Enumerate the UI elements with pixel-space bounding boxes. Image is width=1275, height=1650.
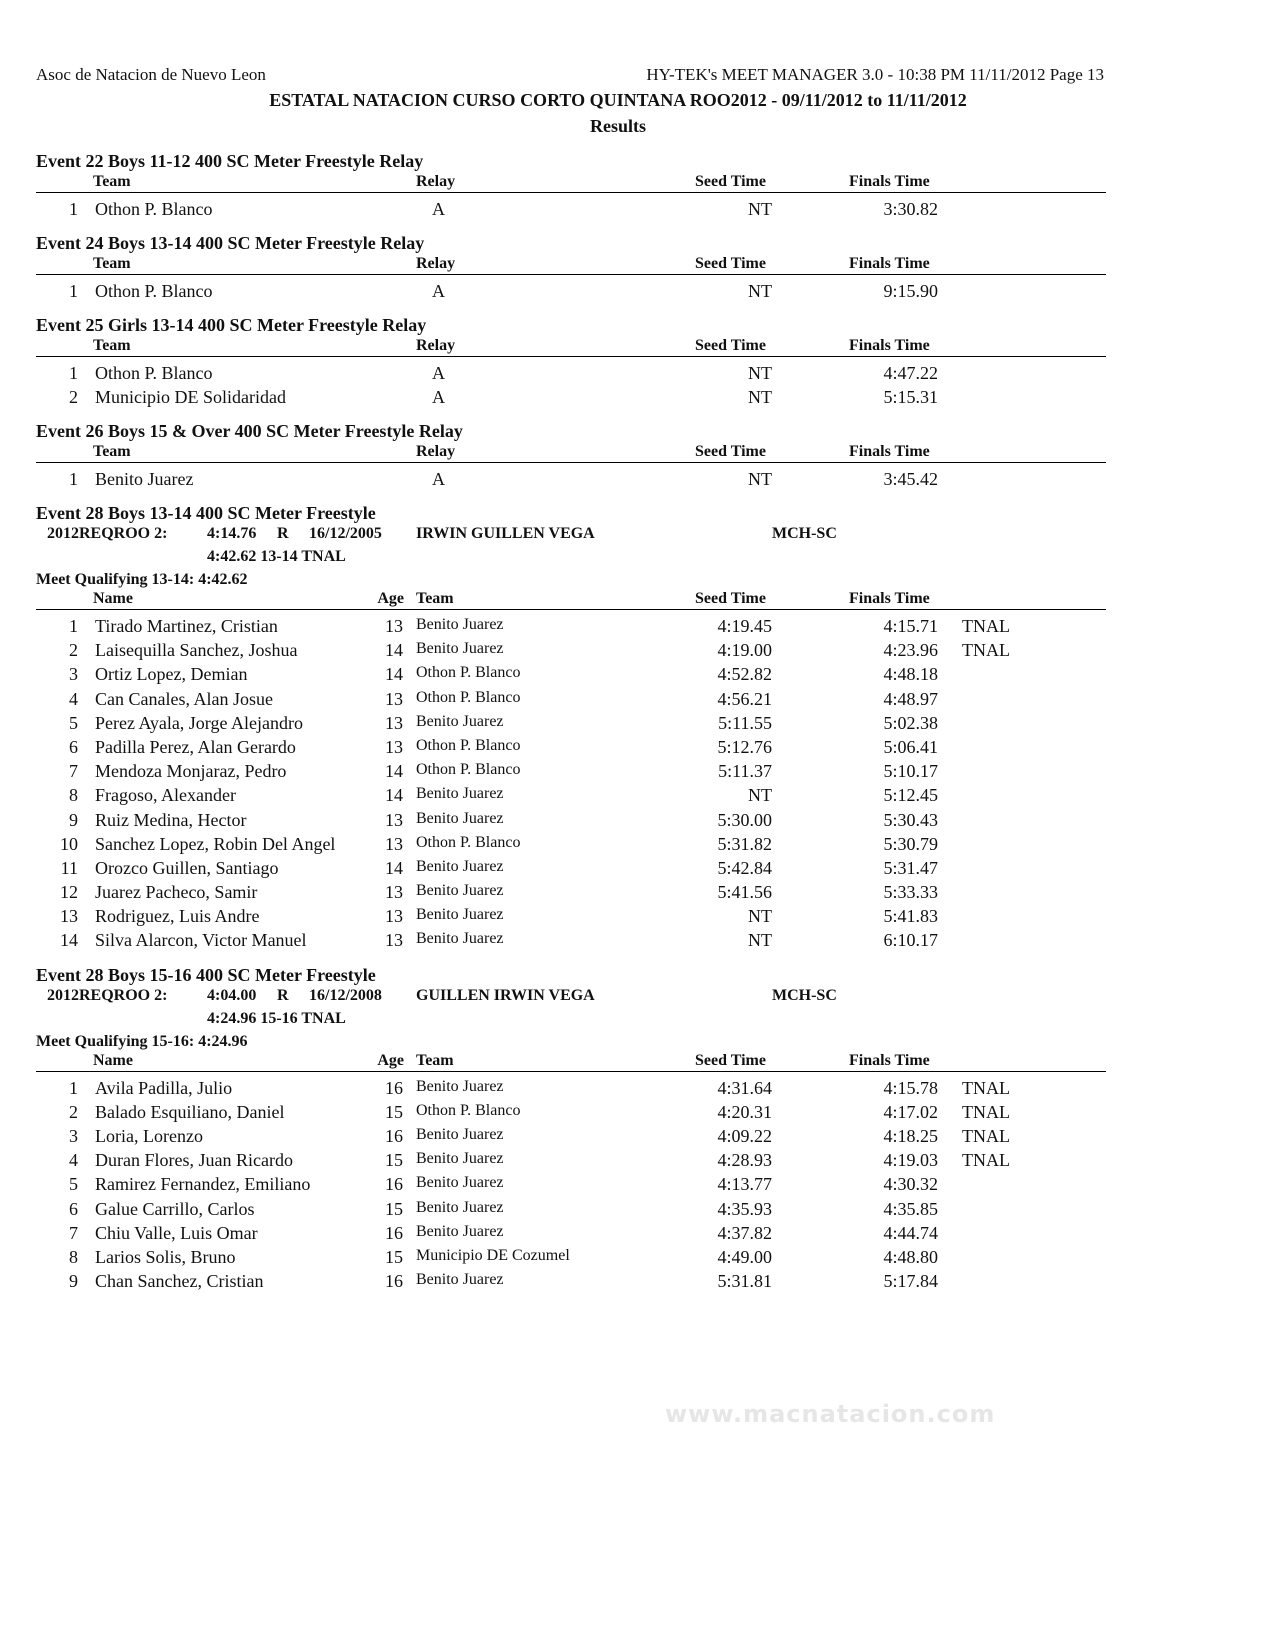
- record-label: 2012REQROO 2:: [47, 986, 168, 1004]
- finals-time: 5:12.45: [883, 785, 938, 806]
- team-name: Benito Juarez: [416, 1222, 504, 1240]
- record-holder: GUILLEN IRWIN VEGA: [416, 986, 595, 1004]
- place: 4: [69, 1150, 78, 1171]
- record-flag: R: [277, 986, 289, 1004]
- finals-time: 5:17.84: [883, 1271, 938, 1292]
- table-row: [0, 783, 1275, 807]
- age: 16: [385, 1174, 403, 1195]
- col-header-seed: Seed Time: [695, 1051, 766, 1069]
- swimmer-name: Ortiz Lopez, Demian: [95, 664, 248, 685]
- col-header-team: Team: [93, 255, 131, 272]
- col-header-team: Team: [93, 443, 131, 460]
- col-header-relay: Relay: [416, 443, 456, 460]
- place: 1: [69, 616, 78, 636]
- team-name: Benito Juarez: [416, 906, 504, 924]
- section-gap: [0, 409, 1275, 419]
- age: 16: [385, 1126, 403, 1146]
- col-header-seed: Seed Time: [695, 255, 766, 272]
- col-header-team: Team: [93, 337, 131, 354]
- swimmer-name: Chiu Valle, Luis Omar: [95, 1222, 258, 1243]
- seed-time: 4:19.45: [717, 616, 772, 636]
- swimmer-name: Can Canales, Alan Josue: [95, 688, 273, 709]
- standard-line: [0, 546, 1275, 569]
- team-name: Othon P. Blanco: [416, 1101, 521, 1119]
- place: 1: [69, 469, 78, 489]
- swimmer-name: Chan Sanchez, Cristian: [95, 1271, 264, 1292]
- seed-time: 5:12.76: [717, 736, 772, 757]
- table-row: [0, 904, 1275, 928]
- event-title: [0, 963, 1275, 985]
- age: 16: [385, 1222, 403, 1243]
- team-name: Othon P. Blanco: [416, 688, 521, 706]
- col-header-relay: Relay: [416, 337, 456, 354]
- seed-time: 5:11.37: [718, 761, 772, 782]
- section-gap: [0, 1293, 1275, 1303]
- finals-time: 5:33.33: [883, 882, 938, 903]
- table-row: [0, 880, 1275, 904]
- place: 1: [69, 363, 78, 383]
- team-name: Othon P. Blanco: [416, 736, 521, 754]
- finals-time: 5:06.41: [883, 736, 938, 757]
- qualifying-standard: 4:24.96 15-16 TNAL: [207, 1009, 346, 1027]
- seed-time: NT: [748, 199, 772, 219]
- seed-time: NT: [748, 387, 772, 407]
- finals-time: 4:48.97: [883, 688, 938, 709]
- team-name: Benito Juarez: [416, 712, 504, 730]
- section-gap: [0, 491, 1275, 501]
- place: 7: [69, 1222, 78, 1243]
- table-row: [0, 385, 1275, 409]
- place: 10: [60, 833, 78, 854]
- table-row: [0, 1197, 1275, 1221]
- place: 9: [69, 809, 78, 830]
- qualifying-line: [0, 1031, 1275, 1051]
- age: 15: [385, 1198, 403, 1219]
- team-name: Othon P. Blanco: [95, 281, 213, 301]
- swimmer-name: Avila Padilla, Julio: [95, 1077, 233, 1098]
- seed-time: 5:11.55: [718, 712, 772, 733]
- finals-time: 4:35.85: [883, 1198, 938, 1219]
- table-row: [0, 638, 1275, 662]
- place: 13: [60, 906, 78, 927]
- team-name: Benito Juarez: [416, 930, 504, 948]
- place: 5: [69, 712, 78, 733]
- place: 7: [69, 761, 78, 782]
- table-row: [0, 1221, 1275, 1245]
- swimmer-name: Padilla Perez, Alan Gerardo: [95, 736, 296, 757]
- table-row: [0, 614, 1275, 638]
- relay-letter: A: [432, 387, 445, 407]
- finals-time: 3:45.42: [883, 469, 938, 489]
- age: 16: [385, 1271, 403, 1292]
- table-row: [0, 1172, 1275, 1196]
- table-row: [0, 1269, 1275, 1293]
- event-title-text: Event 26 Boys 15 & Over 400 SC Meter Freestyle Relay: [36, 421, 463, 441]
- place: 5: [69, 1174, 78, 1195]
- relay-letter: A: [432, 469, 445, 489]
- team-name: Benito Juarez: [416, 1077, 504, 1095]
- finals-time: 4:30.32: [883, 1174, 938, 1195]
- record-flag: R: [277, 525, 289, 542]
- col-header-age: Age: [377, 590, 404, 607]
- swimmer-name: Duran Flores, Juan Ricardo: [95, 1150, 293, 1171]
- table-row: [0, 808, 1275, 832]
- finals-time: 6:10.17: [883, 930, 938, 951]
- relay-letter: A: [432, 199, 445, 219]
- col-header-finals: Finals Time: [849, 337, 930, 354]
- seed-time: 4:09.22: [717, 1126, 772, 1146]
- column-header-row: [36, 1051, 1106, 1072]
- age: 13: [385, 712, 403, 733]
- team-name: Othon P. Blanco: [416, 761, 521, 779]
- swimmer-name: Larios Solis, Bruno: [95, 1246, 236, 1267]
- col-header-name: Name: [93, 590, 133, 607]
- swimmer-name: Silva Alarcon, Victor Manuel: [95, 930, 307, 951]
- column-header-row: [36, 254, 1106, 275]
- seed-time: 5:42.84: [717, 857, 772, 878]
- event-title-text: Event 28 Boys 15-16 400 SC Meter Freestyle: [36, 964, 376, 985]
- record-date: 16/12/2005: [309, 525, 382, 542]
- table-row: [0, 361, 1275, 385]
- software-page-info: HY-TEK's MEET MANAGER 3.0 - 10:38 PM 11/11/2012 Page 13: [646, 65, 1104, 84]
- col-header-seed: Seed Time: [695, 590, 766, 607]
- age: 13: [385, 906, 403, 927]
- finals-time: 4:15.78: [883, 1077, 938, 1098]
- record-label: 2012REQROO 2:: [47, 525, 168, 542]
- finals-time: 5:30.43: [883, 809, 938, 830]
- qualifying-standard: 4:42.62 13-14 TNAL: [207, 548, 346, 565]
- qualifying-note: TNAL: [962, 1101, 1010, 1122]
- table-row: [0, 1124, 1275, 1148]
- age: 15: [385, 1101, 403, 1122]
- team-name: Benito Juarez: [95, 469, 194, 489]
- team-name: Benito Juarez: [416, 1174, 504, 1192]
- table-row: [0, 1245, 1275, 1269]
- swimmer-name: Laisequilla Sanchez, Joshua: [95, 640, 298, 661]
- event-title-text: Event 25 Girls 13-14 400 SC Meter Freestyle Relay: [36, 315, 427, 335]
- place: 9: [69, 1271, 78, 1292]
- organization-name: Asoc de Natacion de Nuevo Leon: [36, 65, 266, 84]
- column-header-row: [36, 442, 1106, 463]
- qualifying-note: TNAL: [962, 640, 1010, 661]
- team-name: Benito Juarez: [416, 1198, 504, 1216]
- seed-time: 4:35.93: [717, 1198, 772, 1219]
- col-header-team: Team: [416, 590, 454, 607]
- swimmer-name: Sanchez Lopez, Robin Del Angel: [95, 833, 336, 854]
- seed-time: NT: [748, 906, 772, 927]
- age: 16: [385, 1077, 403, 1098]
- finals-time: 4:48.18: [883, 664, 938, 685]
- record-holder: IRWIN GUILLEN VEGA: [416, 525, 595, 542]
- seed-time: 4:28.93: [717, 1150, 772, 1171]
- qualifying-note: TNAL: [962, 1126, 1010, 1146]
- seed-time: 4:19.00: [717, 640, 772, 661]
- table-row: [0, 928, 1275, 952]
- place: 2: [69, 387, 78, 407]
- record-club: MCH-SC: [772, 525, 837, 542]
- column-header-row: [36, 589, 1106, 610]
- column-header-row: [36, 172, 1106, 193]
- record-line: [0, 523, 1275, 546]
- team-name: Othon P. Blanco: [95, 363, 213, 383]
- table-row: [0, 197, 1275, 221]
- table-row: [0, 1076, 1275, 1100]
- age: 15: [385, 1246, 403, 1267]
- col-header-finals: Finals Time: [849, 443, 930, 460]
- col-header-age: Age: [377, 1051, 404, 1069]
- relay-letter: A: [432, 281, 445, 301]
- team-name: Benito Juarez: [416, 882, 504, 900]
- event-title: [0, 149, 1275, 172]
- finals-time: 4:23.96: [883, 640, 938, 661]
- seed-time: 4:13.77: [717, 1174, 772, 1195]
- col-header-relay: Relay: [416, 255, 456, 272]
- team-name: Othon P. Blanco: [416, 833, 521, 851]
- team-name: Othon P. Blanco: [416, 664, 521, 682]
- finals-time: 5:02.38: [883, 712, 938, 733]
- table-row: [0, 711, 1275, 735]
- seed-time: NT: [748, 785, 772, 806]
- col-header-finals: Finals Time: [849, 1051, 930, 1069]
- finals-time: 5:31.47: [883, 857, 938, 878]
- age: 13: [385, 833, 403, 854]
- seed-time: NT: [748, 930, 772, 951]
- place: 3: [69, 664, 78, 685]
- swimmer-name: Rodriguez, Luis Andre: [95, 906, 260, 927]
- table-row: [0, 467, 1275, 491]
- age: 13: [385, 616, 403, 636]
- col-header-finals: Finals Time: [849, 590, 930, 607]
- table-row: [0, 662, 1275, 686]
- place: 6: [69, 736, 78, 757]
- seed-time: 5:31.82: [717, 833, 772, 854]
- age: 13: [385, 882, 403, 903]
- finals-time: 4:19.03: [883, 1150, 938, 1171]
- swimmer-name: Mendoza Monjaraz, Pedro: [95, 761, 287, 782]
- finals-time: 5:15.31: [883, 387, 938, 407]
- table-row: [0, 687, 1275, 711]
- age: 14: [385, 857, 403, 878]
- place: 8: [69, 785, 78, 806]
- qualifying-note: TNAL: [962, 616, 1010, 636]
- age: 13: [385, 736, 403, 757]
- age: 13: [385, 809, 403, 830]
- team-name: Benito Juarez: [416, 1271, 504, 1289]
- relay-letter: A: [432, 363, 445, 383]
- place: 12: [60, 882, 78, 903]
- team-name: Benito Juarez: [416, 809, 504, 827]
- seed-time: 4:20.31: [717, 1101, 772, 1122]
- team-name: Municipio DE Solidaridad: [95, 387, 286, 407]
- place: 8: [69, 1246, 78, 1267]
- swimmer-name: Ruiz Medina, Hector: [95, 809, 247, 830]
- results-subtitle: Results: [589, 116, 646, 136]
- record-club: MCH-SC: [772, 986, 837, 1004]
- place: 1: [69, 1077, 78, 1098]
- age: 13: [385, 930, 403, 951]
- col-header-finals: Finals Time: [849, 173, 930, 190]
- event-title: [0, 231, 1275, 254]
- finals-time: 3:30.82: [883, 199, 938, 219]
- place: 6: [69, 1198, 78, 1219]
- event-title: [0, 501, 1275, 523]
- swimmer-name: Balado Esquiliano, Daniel: [95, 1101, 285, 1122]
- meet-qualifying: Meet Qualifying 15-16: 4:24.96: [36, 1032, 248, 1050]
- swimmer-name: Perez Ayala, Jorge Alejandro: [95, 712, 303, 733]
- swimmer-name: Loria, Lorenzo: [95, 1126, 203, 1146]
- col-header-finals: Finals Time: [849, 255, 930, 272]
- record-time: 4:14.76: [207, 525, 257, 542]
- swimmer-name: Fragoso, Alexander: [95, 785, 236, 806]
- column-header-row: [36, 336, 1106, 357]
- place: 4: [69, 688, 78, 709]
- qualifying-line: [0, 569, 1275, 589]
- watermark: www.macnatacion.com: [665, 1400, 996, 1428]
- record-line: [0, 985, 1275, 1008]
- swimmer-name: Orozco Guillen, Santiago: [95, 857, 279, 878]
- team-name: Benito Juarez: [416, 785, 504, 803]
- place: 2: [69, 1101, 78, 1122]
- section-gap: [0, 303, 1275, 313]
- table-row: [0, 279, 1275, 303]
- finals-time: 5:10.17: [883, 761, 938, 782]
- col-header-team: Team: [416, 1051, 454, 1069]
- event-title-text: Event 22 Boys 11-12 400 SC Meter Freestyle Relay: [36, 151, 424, 171]
- finals-time: 4:15.71: [883, 616, 938, 636]
- section-gap: [0, 953, 1275, 963]
- place: 14: [60, 930, 78, 951]
- table-row: [0, 832, 1275, 856]
- team-name: Municipio DE Cozumel: [416, 1246, 570, 1264]
- age: 14: [385, 664, 403, 685]
- finals-time: 4:48.80: [883, 1246, 938, 1267]
- swimmer-name: Juarez Pacheco, Samir: [95, 882, 258, 903]
- standard-line: [0, 1008, 1275, 1031]
- table-row: [0, 735, 1275, 759]
- team-name: Benito Juarez: [416, 1126, 504, 1143]
- meet-qualifying: Meet Qualifying 13-14: 4:42.62: [36, 571, 248, 588]
- place: 3: [69, 1126, 78, 1146]
- finals-time: 4:17.02: [883, 1101, 938, 1122]
- place: 1: [69, 281, 78, 301]
- event-title: [0, 419, 1275, 442]
- col-header-seed: Seed Time: [695, 337, 766, 354]
- seed-time: 4:49.00: [717, 1246, 772, 1267]
- swimmer-name: Galue Carrillo, Carlos: [95, 1198, 255, 1219]
- finals-time: 4:44.74: [883, 1222, 938, 1243]
- team-name: Benito Juarez: [416, 1150, 504, 1168]
- table-row: [0, 759, 1275, 783]
- age: 14: [385, 785, 403, 806]
- record-date: 16/12/2008: [309, 986, 382, 1004]
- place: 1: [69, 199, 78, 219]
- qualifying-note: TNAL: [962, 1077, 1010, 1098]
- finals-time: 9:15.90: [883, 281, 938, 301]
- seed-time: 4:37.82: [717, 1222, 772, 1243]
- swimmer-name: Tirado Martinez, Cristian: [95, 616, 278, 636]
- age: 13: [385, 688, 403, 709]
- col-header-seed: Seed Time: [695, 443, 766, 460]
- place: 2: [69, 640, 78, 661]
- event-title-text: Event 24 Boys 13-14 400 SC Meter Freestyle Relay: [36, 233, 425, 253]
- finals-time: 4:18.25: [883, 1126, 938, 1146]
- col-header-relay: Relay: [416, 173, 456, 190]
- results-document: [0, 149, 1275, 1303]
- col-header-seed: Seed Time: [695, 173, 766, 190]
- event-title: [0, 313, 1275, 336]
- seed-time: NT: [748, 281, 772, 301]
- seed-time: 4:31.64: [717, 1077, 772, 1098]
- seed-time: 5:41.56: [717, 882, 772, 903]
- finals-time: 5:41.83: [883, 906, 938, 927]
- team-name: Benito Juarez: [416, 640, 504, 658]
- seed-time: 5:31.81: [717, 1271, 772, 1292]
- age: 15: [385, 1150, 403, 1171]
- table-row: [0, 1100, 1275, 1124]
- finals-time: 4:47.22: [883, 363, 938, 383]
- team-name: Benito Juarez: [416, 616, 504, 633]
- section-gap: [0, 221, 1275, 231]
- seed-time: 5:30.00: [717, 809, 772, 830]
- table-row: [0, 856, 1275, 880]
- finals-time: 5:30.79: [883, 833, 938, 854]
- seed-time: NT: [748, 363, 772, 383]
- event-title-text: Event 28 Boys 13-14 400 SC Meter Freestyle: [36, 503, 376, 523]
- seed-time: 4:52.82: [717, 664, 772, 685]
- table-row: [0, 1148, 1275, 1172]
- seed-time: NT: [748, 469, 772, 489]
- team-name: Benito Juarez: [416, 857, 504, 875]
- age: 14: [385, 640, 403, 661]
- qualifying-note: TNAL: [962, 1150, 1010, 1171]
- meet-title: ESTATAL NATACION CURSO CORTO QUINTANA ROO2012 - 09/11/2012 to 11/11/2012: [269, 90, 967, 110]
- seed-time: 4:56.21: [717, 688, 772, 709]
- col-header-name: Name: [93, 1051, 133, 1069]
- team-name: Othon P. Blanco: [95, 199, 213, 219]
- age: 14: [385, 761, 403, 782]
- record-time: 4:04.00: [207, 986, 257, 1004]
- col-header-team: Team: [93, 173, 131, 190]
- swimmer-name: Ramirez Fernandez, Emiliano: [95, 1174, 311, 1195]
- place: 11: [60, 857, 78, 878]
